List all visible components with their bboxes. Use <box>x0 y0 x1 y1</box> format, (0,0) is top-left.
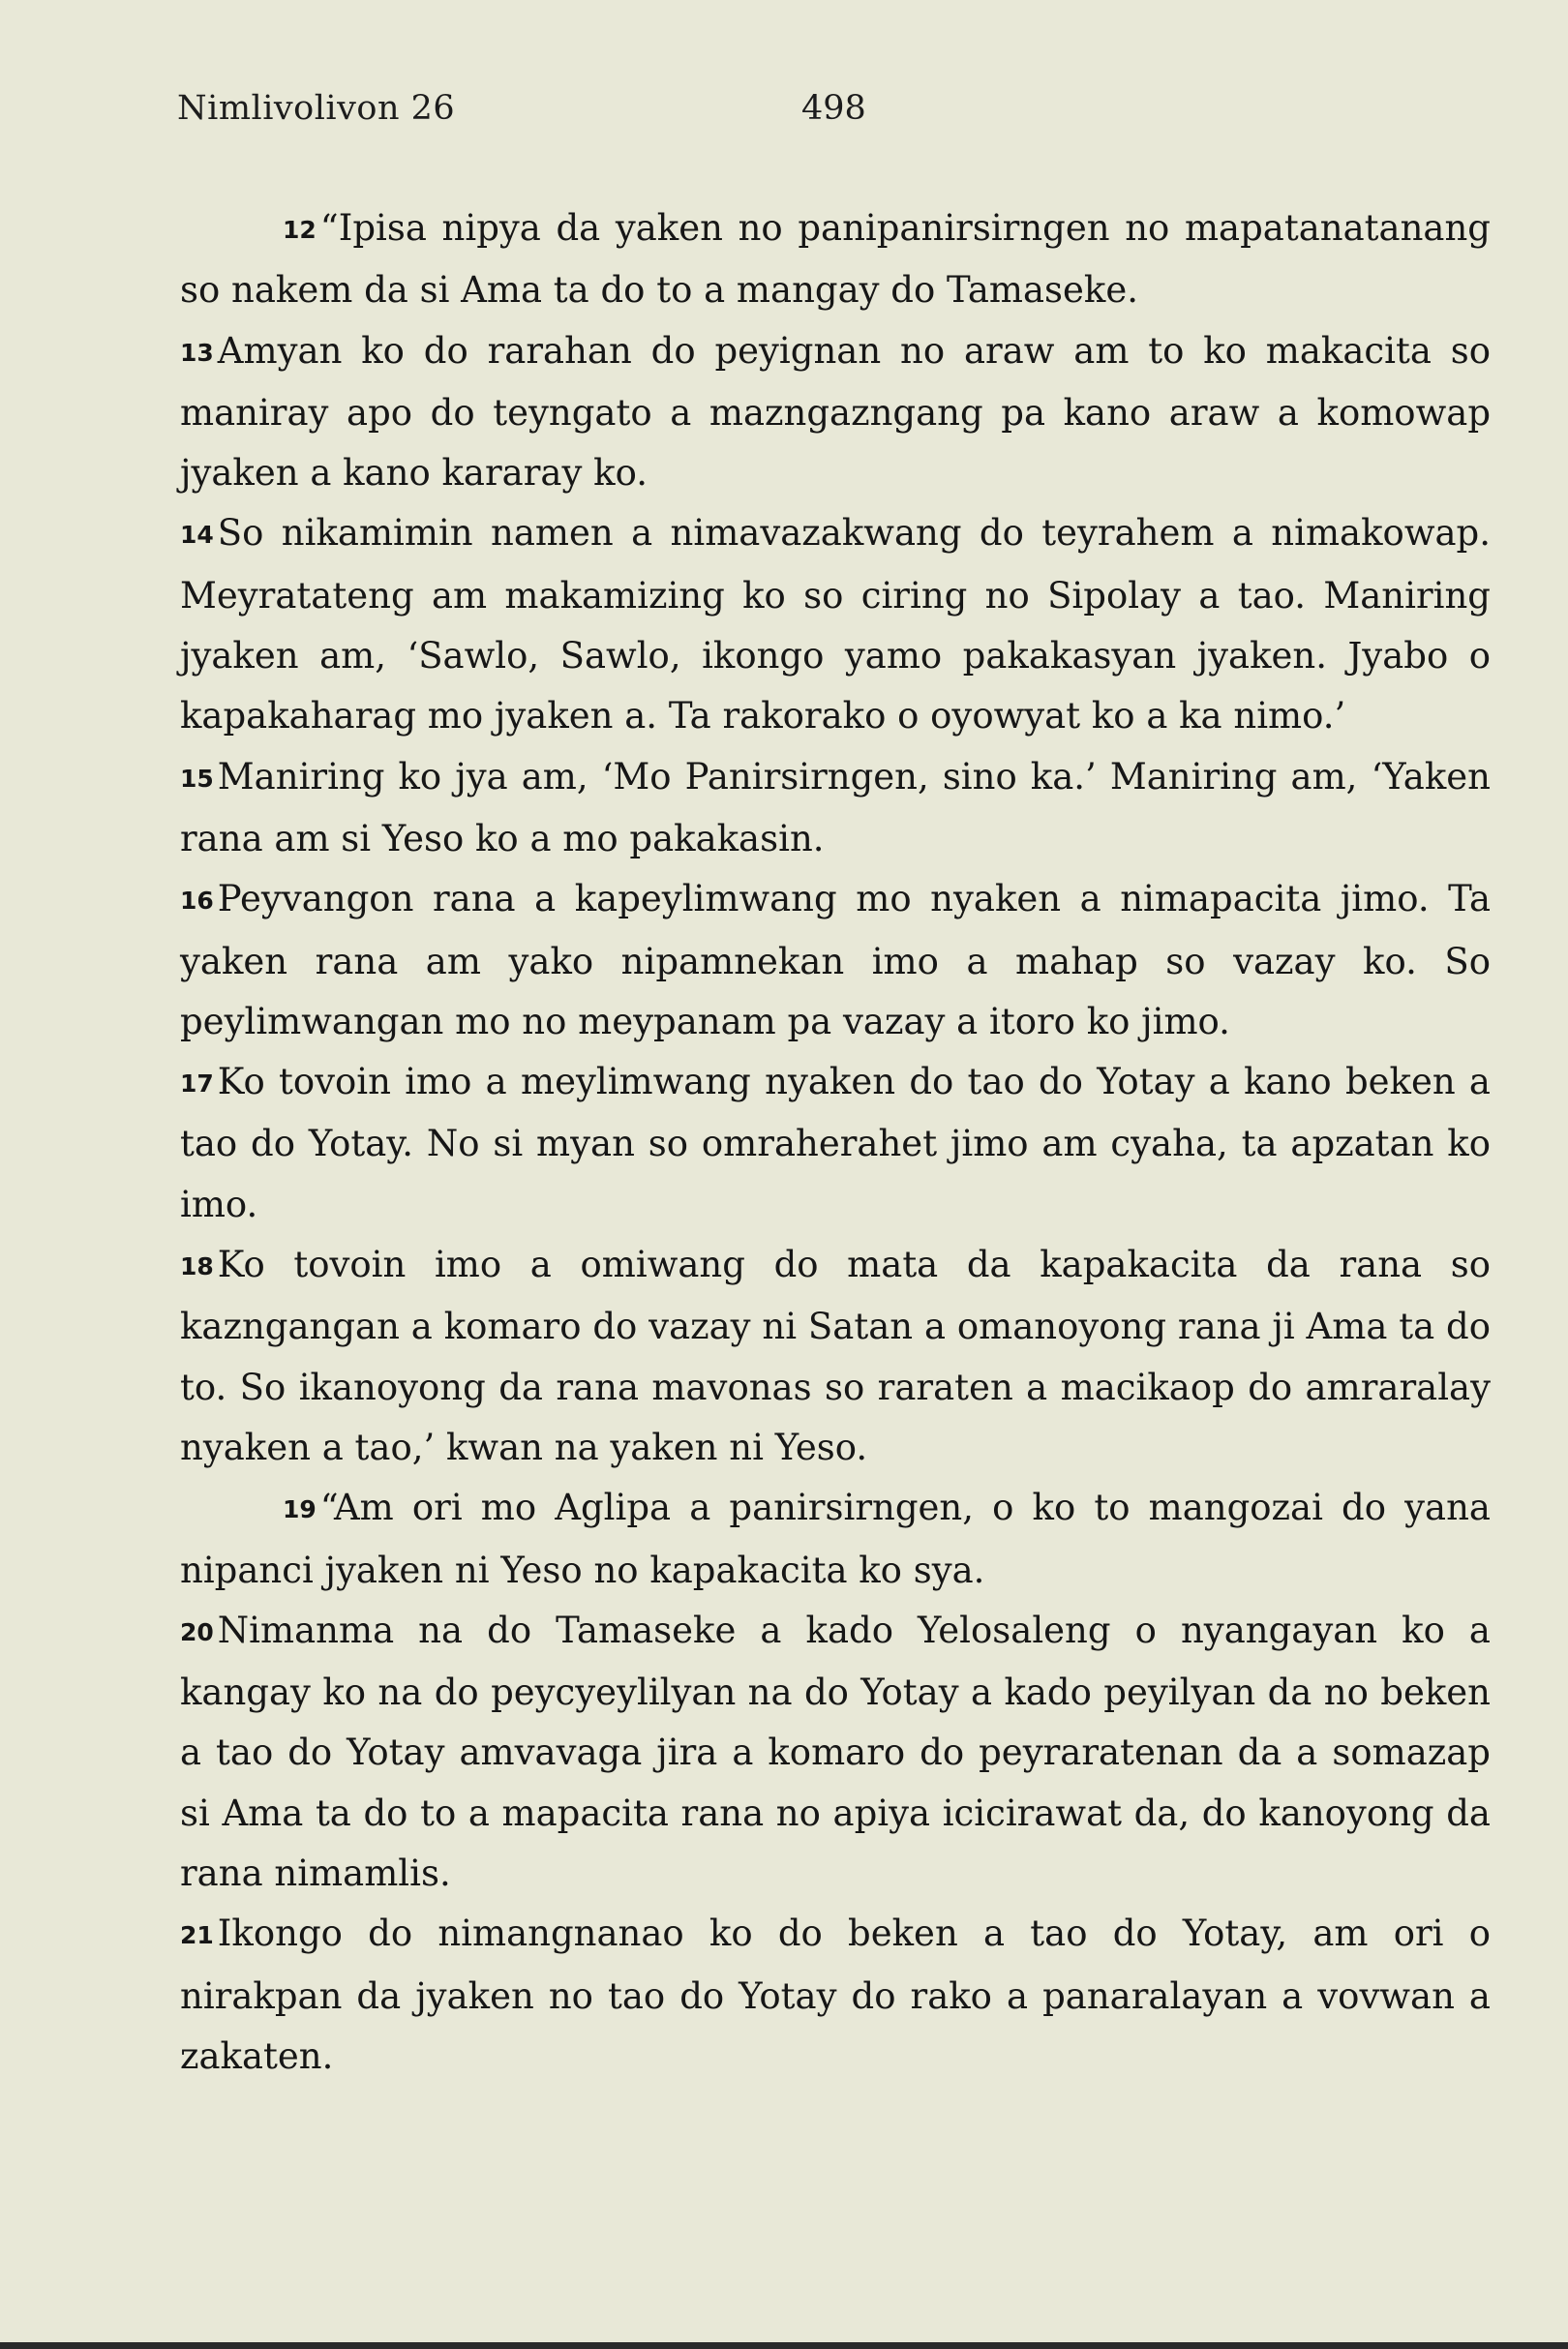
verse-number: 19 <box>283 1495 317 1524</box>
verse-text: “Am ori mo Aglipa a panirsirngen, o ko to mangozai do yana nipanci jyaken ni Yeso no kapakacita ko sya. <box>180 1487 1491 1591</box>
verse-text: So nikamimin namen a nimavazakwang do teyrahem a nimakowap. Meyratateng am makamizing ko so ciring no Sipolay a tao. Maniring jyaken am, ‘Sawlo, Sawlo, ikongo yamo pakakasyan jyaken. Jyabo o kapakaharag mo jyaken a. Ta rakorako o oyowyat ko a ka nimo.’ <box>180 512 1491 738</box>
verse-number: 15 <box>180 764 214 793</box>
page-bottom-edge <box>0 2342 1568 2349</box>
verse-number: 16 <box>180 887 214 916</box>
page-header <box>177 89 1435 137</box>
verse <box>180 1904 1491 2087</box>
verse <box>180 869 1491 1052</box>
verse <box>180 1601 1491 1904</box>
verse <box>180 747 1491 870</box>
verse <box>180 1235 1491 1478</box>
verse-number: 18 <box>180 1252 214 1281</box>
verse-number: 14 <box>180 521 214 550</box>
verse <box>180 321 1491 504</box>
verse-text: Peyvangon rana a kapeylimwang mo nyaken a nimapacita jimo. Ta yaken rana am yako nipamnekan imo a mahap so vazay ko. So peylimwangan mo no meypanam pa vazay a itoro ko jimo. <box>180 878 1491 1042</box>
running-title: Nimlivolivon 26 <box>177 89 456 128</box>
verse-number: 17 <box>180 1069 214 1099</box>
verse-number: 13 <box>180 338 214 367</box>
verse-number: 21 <box>180 1921 214 1950</box>
verse-text-block <box>180 198 1491 2087</box>
verse <box>180 503 1491 746</box>
verse-text: Maniring ko jya am, ‘Mo Panirsirngen, sino ka.’ Maniring am, ‘Yaken rana am si Yeso ko a mo pakakasin. <box>180 755 1491 859</box>
verse-text: Nimanma na do Tamaseke a kado Yelosaleng o nyangayan ko a kangay ko na do peycyeylilyan na do Yotay a kado peyilyan da no beken a tao do Yotay amvavaga jira a komaro do peyraratenan da a somazap si Ama ta do to a mapacita rana no apiya icicirawat da, do kanoyong da rana nimamlis. <box>180 1609 1491 1895</box>
verse-text: Amyan ko do rarahan do peyignan no araw am to ko makacita so maniray apo do teyngato a mazngazngang pa kano araw a komowap jyaken a kano kararay ko. <box>180 329 1491 495</box>
verse-text: Ikongo do nimangnanao ko do beken a tao do Yotay, am ori o nirakpan da jyaken no tao do Yotay do rako a panaralayan a vovwan a zakaten. <box>180 1912 1491 2077</box>
verse-text: “Ipisa nipya da yaken no panipanirsirngen no mapatanatanang so nakem da si Ama ta do to a mangay do Tamaseke. <box>180 207 1491 312</box>
verse-number: 12 <box>283 216 317 244</box>
page-number: 498 <box>801 89 866 128</box>
verse-text: Ko tovoin imo a meylimwang nyaken do tao do Yotay a kano beken a tao do Yotay. No si myan so omraherahet jimo am cyaha, ta apzatan ko imo. <box>180 1061 1491 1225</box>
verse-number: 20 <box>180 1617 214 1646</box>
verse <box>180 198 1491 321</box>
verse-text: Ko tovoin imo a omiwang do mata da kapakacita da rana so kazngangan a komaro do vazay ni Satan a omanoyong rana ji Ama ta do to. So ikanoyong da rana mavonas so raraten a macikaop do amraralay nyaken a tao,’ kwan na yaken ni Yeso. <box>180 1244 1491 1468</box>
verse <box>180 1052 1491 1235</box>
verse <box>180 1478 1491 1601</box>
